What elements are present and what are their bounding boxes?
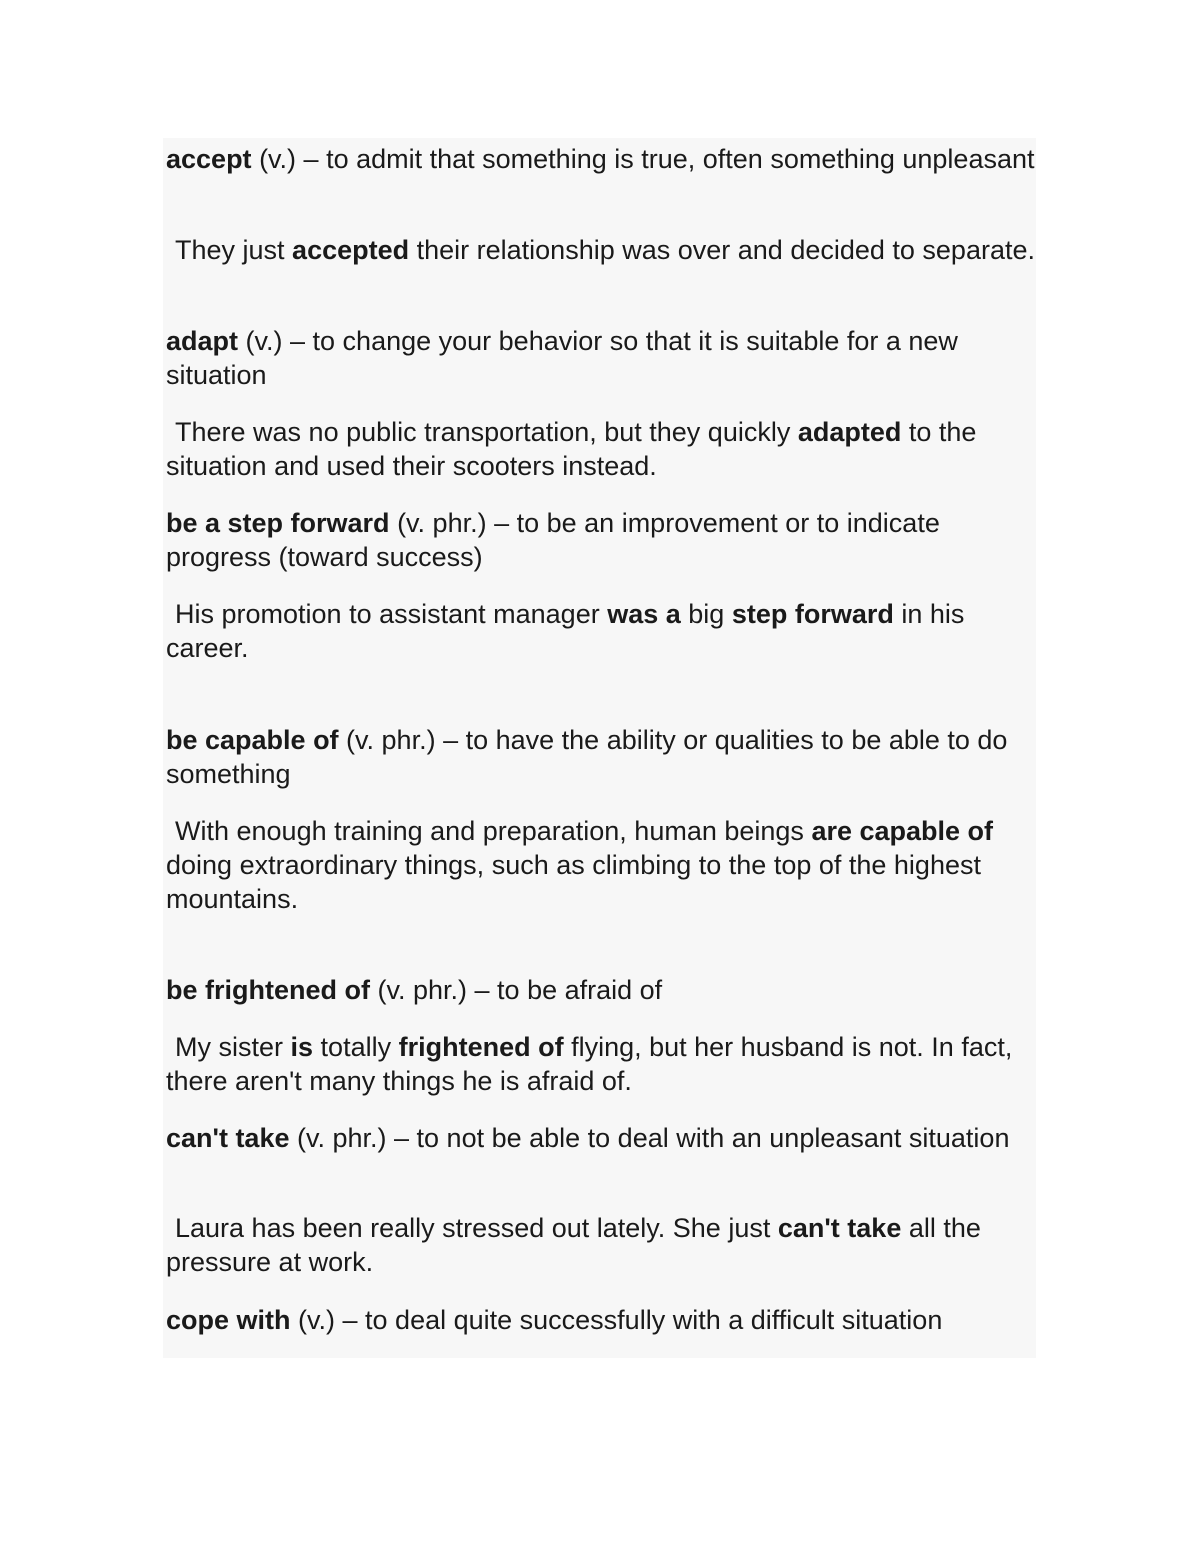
entry-capable-of-example: [166, 814, 1036, 916]
entry-accept-definition: [166, 142, 1036, 176]
entry-term: accept: [166, 144, 252, 174]
example-text: With enough training and preparation, human beings: [175, 816, 812, 846]
entry-step-forward-definition: [166, 506, 1036, 574]
example-text: There was no public transportation, but they quickly: [175, 417, 798, 447]
example-text: My sister: [175, 1032, 291, 1062]
example-highlight: accepted: [292, 235, 410, 265]
entry-term: cope with: [166, 1305, 291, 1335]
entry-frightened-of-example: [166, 1030, 1036, 1098]
entry-step-forward-example: [166, 597, 1036, 665]
entry-pos: (v. phr.) –: [370, 975, 498, 1005]
entry-definition: to be an improvement or to indicate progress (toward success): [166, 508, 940, 572]
entry-frightened-of-definition: [166, 973, 1036, 1007]
entry-term: can't take: [166, 1123, 290, 1153]
entry-adapt-definition: [166, 324, 1036, 392]
example-text: all the pressure at work.: [166, 1213, 981, 1277]
example-text: They just: [175, 235, 293, 265]
example-text: their relationship was over and decided to separate.: [409, 235, 1035, 265]
entry-term: adapt: [166, 326, 239, 356]
example-text: to the situation and used their scooters instead.: [166, 417, 977, 481]
entry-accept-example: [166, 233, 1036, 267]
entry-term: be frightened of: [166, 975, 370, 1005]
example-text: big: [680, 599, 732, 629]
entry-definition: to be afraid of: [497, 975, 663, 1005]
entry-term: be capable of: [166, 725, 339, 755]
document-page: [163, 138, 1036, 1358]
entry-pos: (v. phr.) –: [389, 508, 517, 538]
entry-definition: to deal quite successfully with a difficult situation: [365, 1305, 943, 1335]
entry-cant-take-example: [166, 1211, 1036, 1279]
example-text: flying, but her husband is not. In fact, there aren't many things he is afraid of.: [166, 1032, 1013, 1096]
entry-term: be a step forward: [166, 508, 390, 538]
example-text: totally: [313, 1032, 399, 1062]
example-text: His promotion to assistant manager: [175, 599, 608, 629]
entry-pos: (v.) –: [290, 1305, 366, 1335]
entry-pos: (v.) –: [238, 326, 313, 356]
entry-cant-take-definition: [166, 1121, 1036, 1155]
entry-cope-with-definition: [166, 1303, 1036, 1337]
entry-definition: to admit that something is true, often something unpleasant: [326, 144, 1035, 174]
example-highlight: can't take: [777, 1213, 902, 1243]
example-highlight: are capable of: [811, 816, 994, 846]
example-highlight: is: [290, 1032, 314, 1062]
example-highlight: step forward: [731, 599, 894, 629]
entry-adapt-example: [166, 415, 1036, 483]
entry-definition: to have the ability or qualities to be able to do something: [166, 725, 1008, 789]
entry-pos: (v. phr.) –: [289, 1123, 417, 1153]
example-highlight: was a: [607, 599, 681, 629]
example-highlight: adapted: [797, 417, 902, 447]
entry-pos: (v. phr.) –: [338, 725, 466, 755]
example-text: doing extraordinary things, such as climbing to the top of the highest mountains.: [166, 850, 981, 914]
entry-definition: to not be able to deal with an unpleasant situation: [416, 1123, 1010, 1153]
example-text: in his career.: [166, 599, 965, 663]
entry-pos: (v.) –: [251, 144, 327, 174]
example-highlight: frightened of: [398, 1032, 564, 1062]
entry-capable-of-definition: [166, 723, 1036, 791]
example-text: Laura has been really stressed out lately. She just: [175, 1213, 778, 1243]
entry-definition: to change your behavior so that it is suitable for a new situation: [166, 326, 958, 390]
